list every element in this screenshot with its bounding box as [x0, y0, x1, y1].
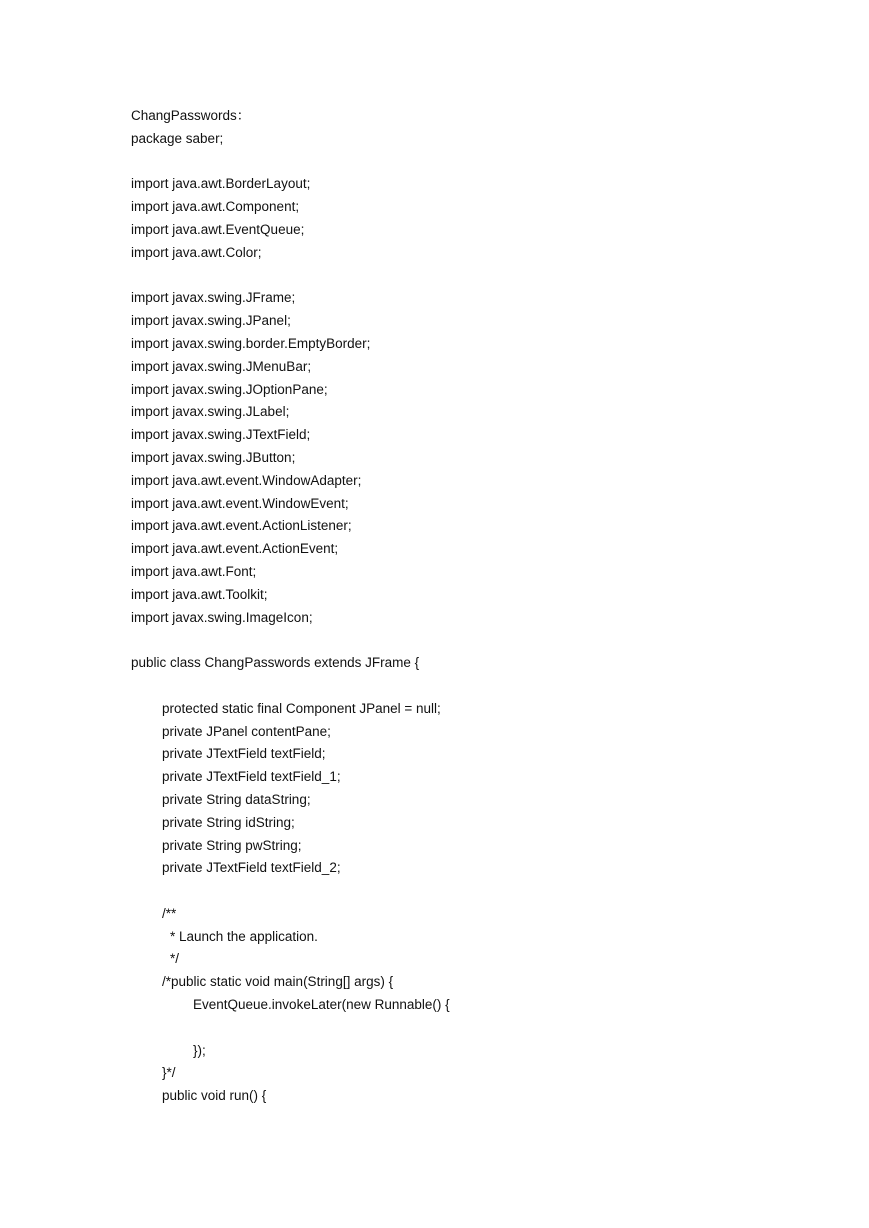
awt-imports: [131, 173, 831, 264]
import-line: import javax.swing.JMenuBar;: [131, 358, 312, 374]
import-line: import java.awt.event.WindowEvent;: [131, 495, 349, 511]
blank-line: [131, 265, 831, 288]
import-line: import java.awt.event.ActionEvent;: [131, 541, 339, 557]
class-declaration: public class ChangPasswords extends JFrame {: [131, 655, 420, 671]
comment-open: /**: [162, 905, 177, 921]
import-line: import javax.swing.ImageIcon;: [131, 609, 313, 625]
main-method-close: }*/: [162, 1065, 176, 1081]
field-declarations: [131, 698, 831, 880]
field-line: private String pwString;: [162, 837, 302, 853]
import-line: import javax.swing.border.EmptyBorder;: [131, 335, 371, 351]
import-line: import java.awt.Component;: [131, 199, 300, 215]
main-method-declaration: /*public static void main(String[] args) {: [162, 974, 394, 990]
import-line: import java.awt.Color;: [131, 244, 262, 260]
import-line: import javax.swing.JOptionPane;: [131, 381, 328, 397]
blank-line: [131, 629, 831, 652]
invoke-later-line: EventQueue.invokeLater(new Runnable() {: [193, 997, 450, 1013]
run-method-declaration: public void run() {: [162, 1088, 267, 1104]
blank-line: [131, 1017, 831, 1040]
import-line: import java.awt.event.WindowAdapter;: [131, 472, 362, 488]
import-line: import java.awt.EventQueue;: [131, 221, 305, 237]
import-line: import javax.swing.JTextField;: [131, 427, 311, 443]
field-line: private String dataString;: [162, 791, 311, 807]
blank-line: [131, 880, 831, 903]
blank-line: [131, 675, 831, 698]
javadoc-comment: [131, 903, 831, 971]
swing-imports: [131, 287, 831, 629]
field-line: private JTextField textField_2;: [162, 860, 341, 876]
import-line: import java.awt.Font;: [131, 563, 257, 579]
code-listing: [131, 105, 831, 1108]
blank-line: [131, 151, 831, 174]
field-line: private String idString;: [162, 814, 295, 830]
field-line: private JTextField textField;: [162, 746, 326, 762]
invoke-later-close: });: [193, 1042, 206, 1058]
document-heading: ChangPasswords：: [131, 108, 251, 123]
import-line: import javax.swing.JButton;: [131, 449, 296, 465]
field-line: protected static final Component JPanel = null;: [162, 700, 441, 716]
import-line: import javax.swing.JFrame;: [131, 290, 296, 306]
field-line: private JPanel contentPane;: [162, 723, 331, 739]
import-line: import java.awt.BorderLayout;: [131, 176, 311, 192]
field-line: private JTextField textField_1;: [162, 769, 341, 785]
import-line: import java.awt.event.ActionListener;: [131, 518, 352, 534]
import-line: import javax.swing.JPanel;: [131, 313, 291, 329]
import-line: import javax.swing.JLabel;: [131, 404, 290, 420]
comment-body: * Launch the application.: [170, 928, 318, 944]
import-line: import java.awt.Toolkit;: [131, 586, 268, 602]
package-line: package saber;: [131, 130, 224, 146]
comment-close: */: [170, 951, 180, 967]
